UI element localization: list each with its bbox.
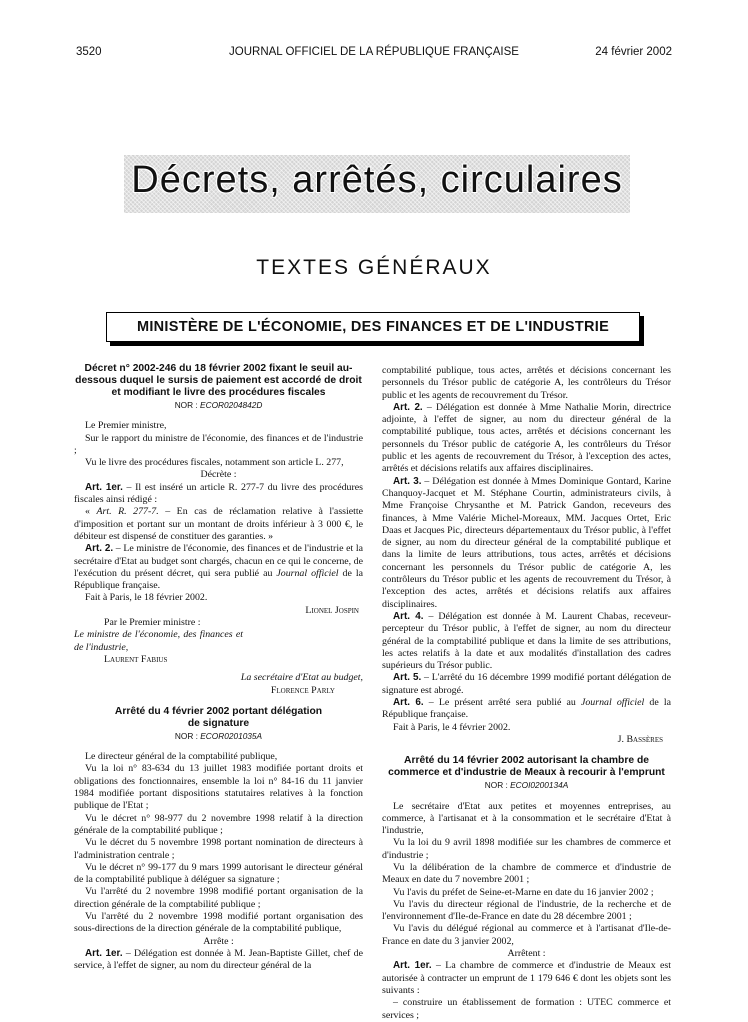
minister-title: Le ministre de l'économie, des finances et de l'industrie, <box>74 629 243 653</box>
paragraph: Vu la délibération de la chambre de commerce et d'industrie de Meaux en date du 7 novembre 2001 ; <box>382 861 671 886</box>
page-number: 3520 <box>76 46 102 58</box>
paragraph: Le Premier ministre, <box>85 420 167 432</box>
banner-title: Décrets, arrêtés, circulaires <box>131 159 623 201</box>
ministry-box <box>106 312 640 342</box>
paragraph: Vu le décret n° 98-977 du 2 novembre 1998 relatif à la direction générale de la comptabilité publique ; <box>74 812 363 836</box>
paragraph: Vu l'arrêté du 2 novembre 1998 modifié portant organisation des sous-directions de la direction générale de la comptabilité publique, <box>74 910 363 935</box>
article: Art. 1er. – La chambre de commerce et d'industrie de Meaux est autorisée à contracter un emprunt de 1 179 646 € dont les objets sont les suivants : <box>382 960 671 996</box>
article: Art. 4. – Délégation est donnée à M. Laurent Chabas, receveur-percepteur du Trésor public, à l'effet de signer, au nom du directeur général de la comptabilité publique et dans la limite de ses attributions, les actes relatifs à la date et aux modalités d'installation des cadres supérieurs du Trésor public. <box>382 610 671 672</box>
journal-title: JOURNAL OFFICIEL DE LA RÉPUBLIQUE FRANÇAISE <box>229 46 519 58</box>
section-banner <box>124 155 630 213</box>
minister-name: Laurent Fabius <box>104 653 168 665</box>
article: Art. 5. – L'arrêté du 16 décembre 1999 modifié portant délégation de signature est abrogé. <box>382 672 671 696</box>
signature: J. Bassères <box>617 733 663 745</box>
left-column <box>74 363 363 972</box>
list-item: – construire un établissement de formation : UTEC commerce et services ; <box>382 997 671 1021</box>
par-line: Par le Premier ministre : <box>104 617 201 629</box>
article: Art. 2. – Le ministre de l'économie, des finances et de l'industrie et la secrétaire d'Etat au budget sont chargés, chacun en ce qui le concerne, de l'exécution du présent décret, qui sera publié au Journal officiel de la République française. <box>74 543 363 592</box>
article: Art. 3. – Délégation est donnée à Mmes Dominique Gontard, Karine Chanquoy-Jacquet et M. Stéphane Courtin, administrateurs civils, à Mme Françoise Chrysanthe et M. Patrick Gandon, receveurs des finances, à Mme Valérie Michel-Moreaux, MM. Jacques Ortet, Eric Daas et Jacques Pic, directeurs départementaux du Trésor public, à l'effet de signer, au nom du directeur général de la comptabilité publique et dans la limite de leurs attributions, tous actes, arrêtés et décisions concernant les personnels du Trésor public de catégorie A, les contrôleurs du Trésor public et les agents de recouvrement du Trésor, à l'exception des actes, arrêtés et décisions relatifs aux affaires disciplinaires. <box>382 475 671 610</box>
ministry-name: MINISTÈRE DE L'ÉCONOMIE, DES FINANCES ET DE L'INDUSTRIE <box>136 319 610 335</box>
article: Art. 2. – Délégation est donnée à Mme Nathalie Morin, directrice adjointe, à l'effet de signer, au nom du directeur général de la comptabilité publique, tous actes, arrêtés et décisions concernant les personnels du Trésor public de catégorie A, les contrôleurs du Trésor public et les agents de recouvrement du Trésor, à l'exception des actes, arrêtés et décisions relatifs aux affaires disciplinaires. <box>382 401 671 475</box>
decrete-line: Décrète : <box>200 469 237 481</box>
paragraph: Vu l'arrêté du 2 novembre 1998 modifié portant organisation de la direction générale de la comptabilité publique ; <box>74 886 363 910</box>
decree-title: Décret n° 2002-246 du 18 février 2002 fixant le seuil au-dessous duquel le sursis de paiement est accordé de droit et modifiant le livre des procédures fiscales <box>75 363 362 398</box>
paragraph: Vu le décret du 5 novembre 1998 portant nomination de directeurs à l'administration centrale ; <box>74 837 363 861</box>
arretent-line: Arrêtent : <box>507 948 546 960</box>
meaux-arrete-title: Arrêté du 14 février 2002 autorisant la chambre de commerce et d'industrie de Meaux à recourir à l'emprunt <box>388 755 665 779</box>
paragraph: Vu l'avis du délégué régional au commerce et à l'artisanat d'Ile-de-France en date du 3 janvier 2002, <box>382 923 671 947</box>
paragraph: Vu l'avis du préfet de Seine-et-Marne en date du 16 janvier 2002 ; <box>393 886 654 898</box>
paragraph: comptabilité publique, tous actes, arrêtés et décisions concernant les personnels du Trésor public de catégorie A, les contrôleurs du Trésor public et les agents de recouvrement du Trésor. <box>382 365 671 401</box>
arrete-nor: NOR : ECOR0201035A <box>174 730 263 741</box>
paragraph: Vu la loi n° 83-634 du 13 juillet 1983 modifiée portant droits et obligations des fonctionnaires, ensemble la loi n° 84-16 du 11 janvier 1984 modifiée portant dispositions statutaires relatives à la fonction publique de l'Etat ; <box>74 763 363 812</box>
paragraph: Vu l'avis du directeur régional de l'industrie, de la recherche et de l'environnement d'Ile-de-France en date du 28 décembre 2001 ; <box>382 898 671 923</box>
paragraph: Vu le livre des procédures fiscales, notamment son article L. 277, <box>85 457 344 469</box>
paragraph: Le directeur général de la comptabilité publique, <box>85 751 278 763</box>
paragraph: Le secrétaire d'Etat aux petites et moyennes entreprises, au commerce, à l'artisanat et à la consommation et le secrétaire d'Etat à l'industrie, <box>382 800 671 837</box>
article: Art. 6. – Le présent arrêté sera publié au Journal officiel de la République française. <box>382 697 671 721</box>
arrete-title: Arrêté du 4 février 2002 portant délégation de signature <box>114 705 323 729</box>
issue-date: 24 février 2002 <box>595 46 672 58</box>
right-column <box>382 365 671 1022</box>
section-title: TEXTES GÉNÉRAUX <box>256 256 492 279</box>
secretary-title: La secrétaire d'Etat au budget, <box>240 672 363 684</box>
signature: Lionel Jospin <box>305 604 359 616</box>
secretary-name: Florence Parly <box>270 684 335 696</box>
article: Art. 1er. – Il est inséré un article R. 277-7 du livre des procédures fiscales ainsi rédigé : <box>74 481 364 506</box>
arrete-line: Arrête : <box>203 935 234 947</box>
quoted-article: « Art. R. 277-7. – En cas de réclamation relative à l'assiette d'imposition et portant sur un montant de droits inférieur à 3 000 €, le débiteur est dispensé de constituer des garanties. » <box>74 506 363 542</box>
date-line: Fait à Paris, le 4 février 2002. <box>393 721 511 733</box>
paragraph: Vu la loi du 9 avril 1898 modifiée sur les chambres de commerce et d'industrie ; <box>382 837 671 861</box>
decree-nor: NOR : ECOR0204842D <box>174 400 263 410</box>
paragraph: Sur le rapport du ministre de l'économie, des finances et de l'industrie ; <box>74 432 363 456</box>
article: Art. 1er. – Délégation est donnée à M. Jean-Baptiste Gillet, chef de service, à l'effet de signer, au nom du directeur général de la <box>74 947 363 972</box>
meaux-nor: NOR : ECOI0200134A <box>484 780 569 791</box>
paragraph: Vu le décret n° 99-177 du 9 mars 1999 autorisant le directeur général de la comptabilité publique à déléguer sa signature ; <box>74 861 363 886</box>
date-line: Fait à Paris, le 18 février 2002. <box>85 592 208 604</box>
